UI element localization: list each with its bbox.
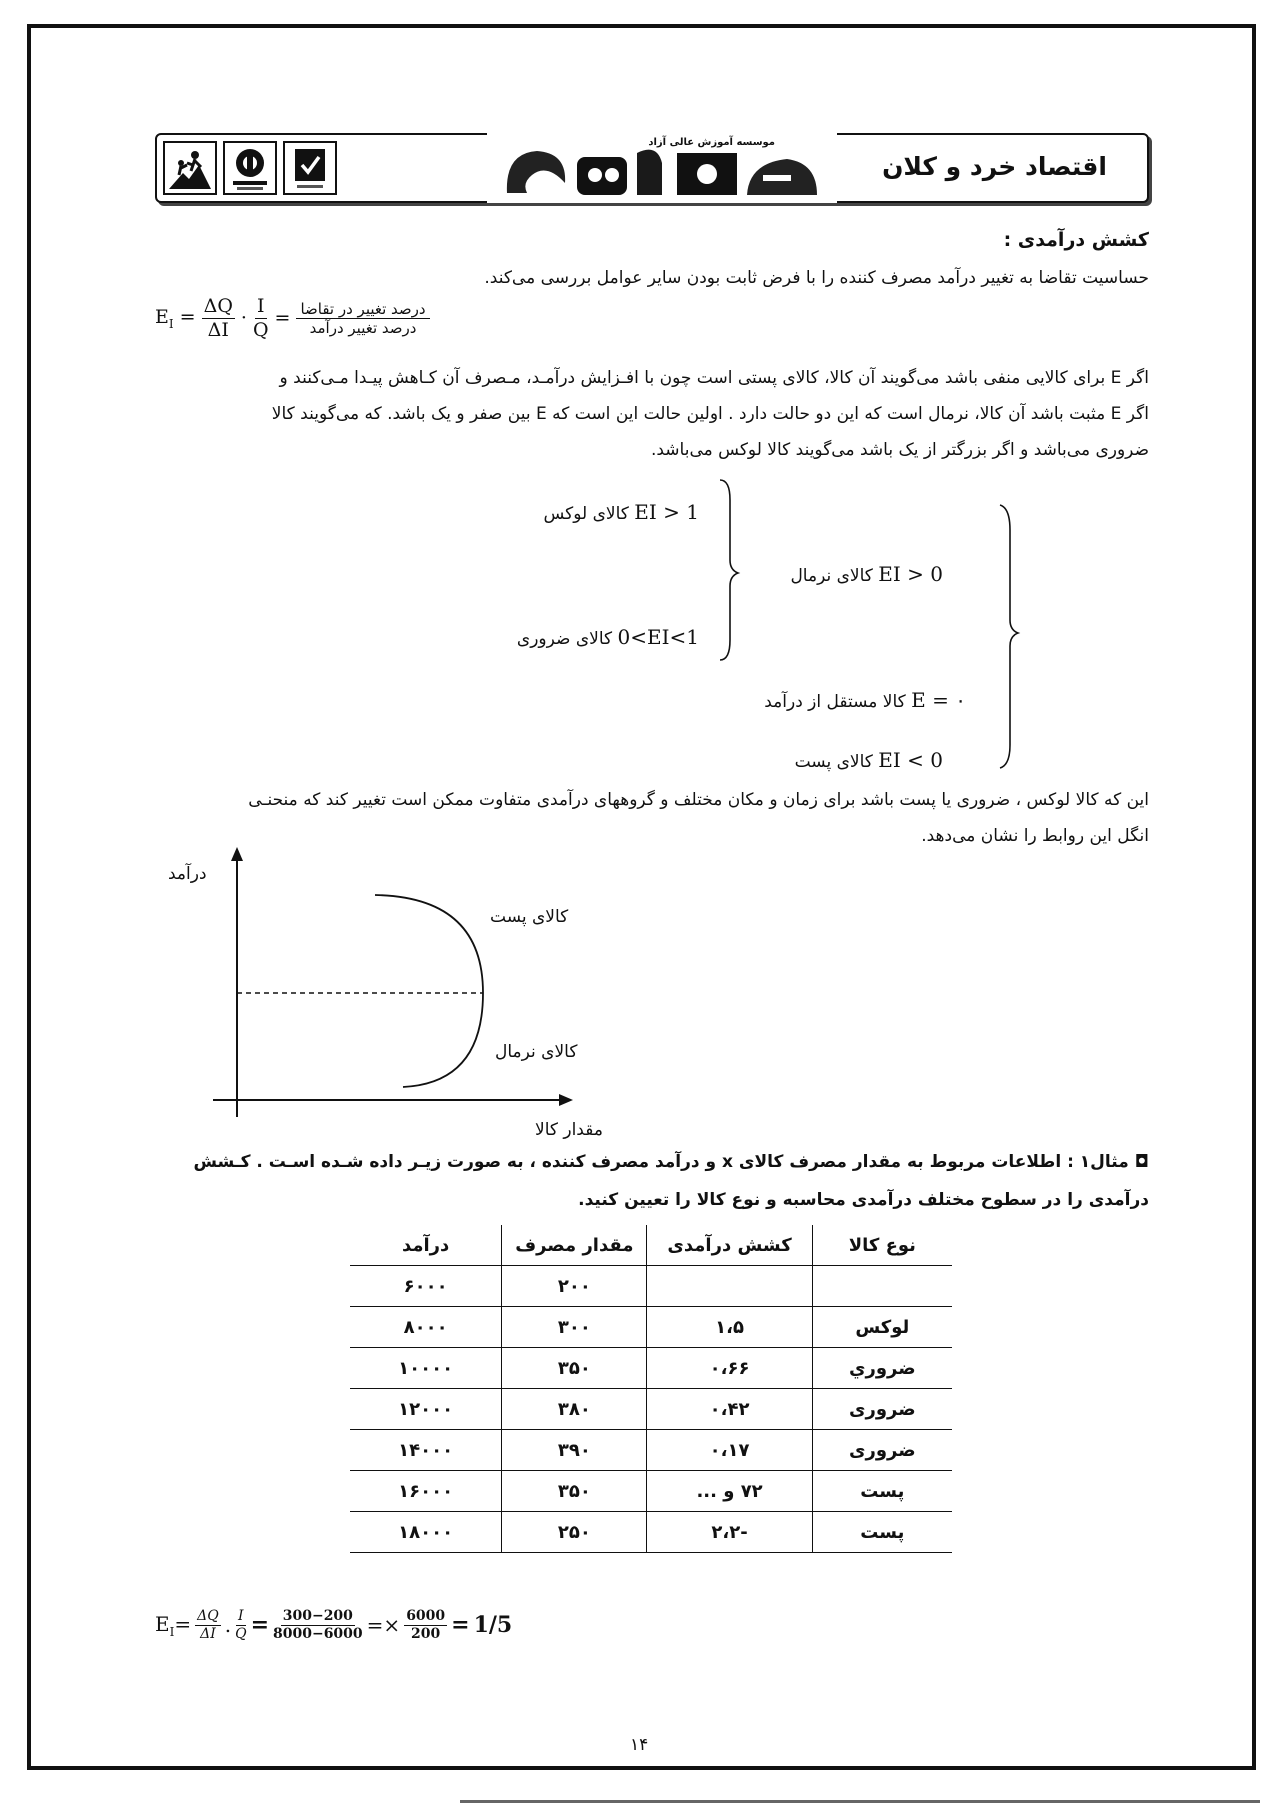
example-bullet-icon: ◘ [1134,1152,1149,1172]
header-kind: نوع کالا [812,1225,952,1266]
outer-brace [1000,505,1018,768]
engel-paragraph-1: این که کالا لوکس ، ضروری یا پست باشد برای زمان و مکان مختلف و گروههای درآمدی متفاوت ممکن است تغییر کند که منحنـی [248,790,1149,810]
calc-i-q: $\frac{I}{Q}$ [235,1608,247,1642]
paragraph-1: اگر E برای کالایی منفی باشد می‌گویند آن کالا، کالای پستی است چون با افـزایش درآمـد، مـصرف آن کـاهش پیـدا مـی‌کنند و [279,368,1149,388]
table-row: ۲۰۰ ۶۰۰۰ [350,1266,952,1307]
class-independent: E = ۰ کالا مستقل از درآمد [764,688,966,712]
table-row: لوکس ۱،۵ ۳۰۰ ۸۰۰۰ [350,1307,952,1348]
elasticity-formula: $E_I$ = $\frac{\Delta Q}{\Delta I}$ · $\frac{I}{Q}$ = $\frac{\text{درصد تغییر در تقاضا}}{\text{درصد تغییر درآمد}}$ [155,295,430,342]
class-luxury: EI > 1 کالای لوکس [543,500,699,524]
table-row: پست -۲،۲ ۲۵۰ ۱۸۰۰۰ [350,1512,952,1553]
intro-text: حساسیت تقاضا به تغییر درآمد مصرف کننده را با فرض ثابت بودن سایر عوامل بررسی می‌کند. [484,268,1149,288]
header-quantity: مقدار مصرف [502,1225,647,1266]
example-line-2: درآمدی را در سطوح مختلف درآمدی محاسبه و نوع کالا را تعیین کنید. [578,1190,1149,1210]
formula-lhs-sub: I [168,316,174,331]
paragraph-3: ضروری می‌باشد و اگر بزرگتر از یک باشد می‌گویند کالا لوکس می‌باشد. [650,440,1149,460]
formula-percent-ratio: $\frac{\text{درصد تغییر در تقاضا}}{\text{درصد تغییر درآمد}}$ [296,300,429,337]
table-row: ضروری ۰،۱۷ ۳۹۰ ۱۴۰۰۰ [350,1430,952,1471]
calc-fraction-2: $\frac{6000}{200}$ [406,1608,446,1642]
certification-logo-icon [223,141,277,195]
calc-result: 1/5 [473,1612,513,1639]
engel-inferior-label: کالای پست [490,907,569,927]
page-number: ۱۴ [630,1735,649,1755]
engel-curve-diagram [165,845,605,1135]
climber-logo-icon [163,141,217,195]
class-inferior: EI < 0 کالای پست [794,748,943,772]
engel-curve [375,895,483,1087]
formula-dq-di: $\frac{\Delta Q}{\Delta I}$ [203,295,233,341]
header-banner [155,133,1149,203]
formula-i-q: $\frac{I}{Q}$ [252,295,269,341]
class-normal: EI > 0 کالای نرمال [790,562,943,586]
inner-brace [720,480,738,660]
example-table [350,1225,952,1553]
bottom-rule [460,1800,1260,1803]
engel-paragraph-2: انگل این روابط را نشان می‌دهد. [921,826,1149,846]
engel-normal-label: کالای نرمال [495,1042,578,1062]
engel-y-label: درآمد [168,864,207,884]
calc-fraction-1: $\frac{300-200}{8000-6000}$ [273,1608,363,1642]
engel-x-label: مقدار کالا [535,1120,603,1140]
table-row: پست ۷۲ و ... ۳۵۰ ۱۶۰۰۰ [350,1471,952,1512]
classification-braces [700,470,1030,780]
table-row: ضروری ۰،۴۲ ۳۸۰ ۱۲۰۰۰ [350,1389,952,1430]
paragraph-2: اگر E مثبت باشد آن کالا، نرمال است که این دو حالت دارد . اولین حالت این است که E بین صفر و یک باشد. که می‌گویند کالا [271,404,1149,424]
header-income: درآمد [350,1225,502,1266]
x-axis-arrow [559,1094,573,1106]
table-row: ضروري ۰،۶۶ ۳۵۰ ۱۰۰۰۰ [350,1348,952,1389]
example-line-1: ◘ مثال۱ : اطلاعات مربوط به مقدار مصرف کالای x و درآمد مصرف کننده ، به صورت زیـر داده شـده اسـت . کـشش [193,1152,1149,1172]
formula-lhs: E [155,305,169,328]
brand-logo [487,123,837,207]
page-title: اقتصاد خرد و کلان [882,152,1107,181]
calc-dq-di: $\frac{\Delta Q}{\Delta I}$ [197,1608,219,1642]
calculation-formula: $E_I=$ $\frac{\Delta Q}{\Delta I}$ . $\frac{I}{Q}$ = $\frac{300-200}{8000-6000}$ =× $\frac{6000}{200}$ = 1/5 [155,1608,513,1642]
brand-tagline: موسسه آموزش عالی آزاد [648,137,775,148]
y-axis-arrow [231,847,243,861]
table-header-row [350,1225,952,1266]
header-elasticity: کشش درآمدی [647,1225,812,1266]
class-necessity: 0<EI<1 کالای ضروری [516,625,699,649]
section-heading: کشش درآمدی : [1003,229,1149,251]
iso-logo-icon [283,141,337,195]
